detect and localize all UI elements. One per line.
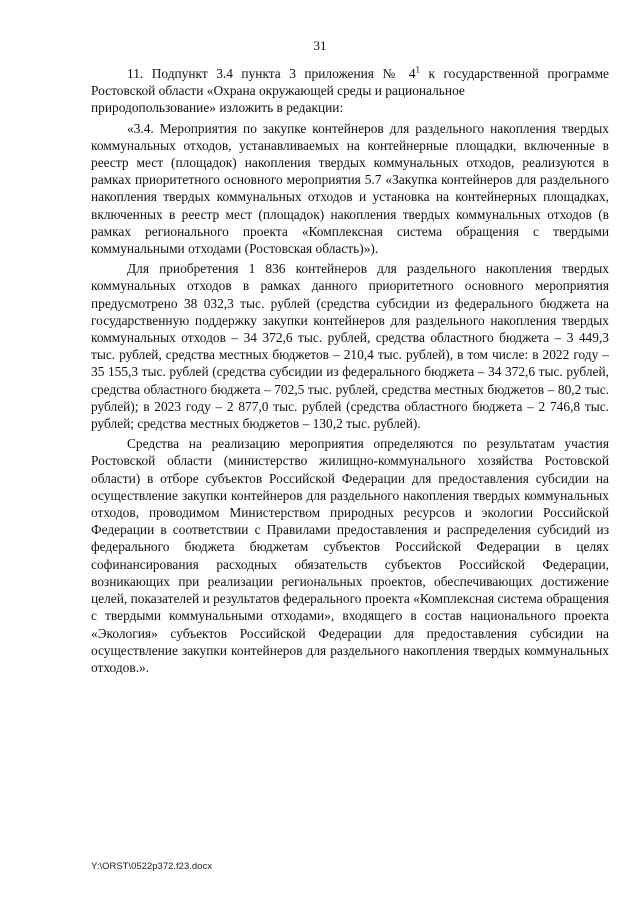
paragraph-amendment-text-cont: к государственной программе Ростовской области «Охрана окружающей среды и рациональное: [91, 66, 610, 99]
footer-file-path: Y:\ORST\0522p372.f23.docx: [91, 861, 212, 872]
paragraph-subclause-3-4: «3.4. Мероприятия по закупке контейнеров для раздельного накопления твердых коммунальных отходов, устанавливаемых на контейнерные площадки, включенные в реестр мест (площадок) накопления твердых коммунальных отходов, реализуются в рамках приоритетного основного мероприятия 5.7 «Закупка контейнеров для раздельного накопления твердых коммунальных отходов и установка на контейнерных площадках, включенных в реестр мест (площадок) накопления твердых коммунальных отходов (в рамках регионального проекта «Комплексная система обращения с твердыми коммунальными отходами (Ростовская область)»).: [91, 120, 609, 257]
paragraph-funding-source: Средства на реализацию мероприятия определяются по результатам участия Ростовской области (министерство жилищно-коммунального хозяйства Ростовской области) в отборе субъектов Российской Федерации для предоставления субсидии на осуществление закупки контейнеров для раздельного накопления твердых коммунальных отходов, проводимом Министерством природных ресурсов и экологии Российской Федерации в соответствии с Правилами предоставления и распределения субсидий из федерального бюджета бюджетам субъектов Российской Федерации в целях софинансирования расходных обязательств субъектов Российской Федерации, возникающих при реализации региональных проектов, обеспечивающих достижение целей, показателей и результатов федерального проекта «Комплексная система обращения с твердыми коммунальными отходами», входящего в состав национального проекта «Экология» субъектов Российской Федерации для предоставления субсидии на осуществление закупки контейнеров для раздельного накопления твердых коммунальных отходов.».: [91, 436, 609, 675]
page-number: 31: [313, 38, 327, 53]
paragraph-funding: Для приобретения 1 836 контейнеров для раздельного накопления твердых коммунальных отходов в рамках данного приоритетного основного мероприятия предусмотрено 38 032,3 тыс. рублей (средства субсидии из федерального бюджета на государственную поддержку закупки контейнеров для раздельного накопления твердых коммунальных отходов – 34 372,6 тыс. рублей, средства областного бюджета – 3 449,3 тыс. рублей, средства местных бюджетов – 210,4 тыс. рублей), в том числе: в 2022 году – 35 155,3 тыс. рублей (средства субсидии из федерального бюджета – 34 372,6 тыс. рублей, средства областного бюджета – 702,5 тыс. рублей, средства местных бюджетов – 80,2 тыс. рублей); в 2023 году – 2 877,0 тыс. рублей (средства областного бюджета – 2 746,8 тыс. рублей; средства местных бюджетов – 130,2 тыс. рублей).: [91, 261, 609, 432]
superscript-footnote: 1: [415, 64, 421, 75]
document-body: [91, 65, 609, 679]
paragraph-amendment-text: 11. Подпункт 3.4 пункта 3 приложения № 4: [127, 66, 416, 81]
paragraph-amendment: [91, 65, 609, 99]
paragraph-amendment-end: природопользование» изложить в редакции:: [91, 100, 344, 116]
